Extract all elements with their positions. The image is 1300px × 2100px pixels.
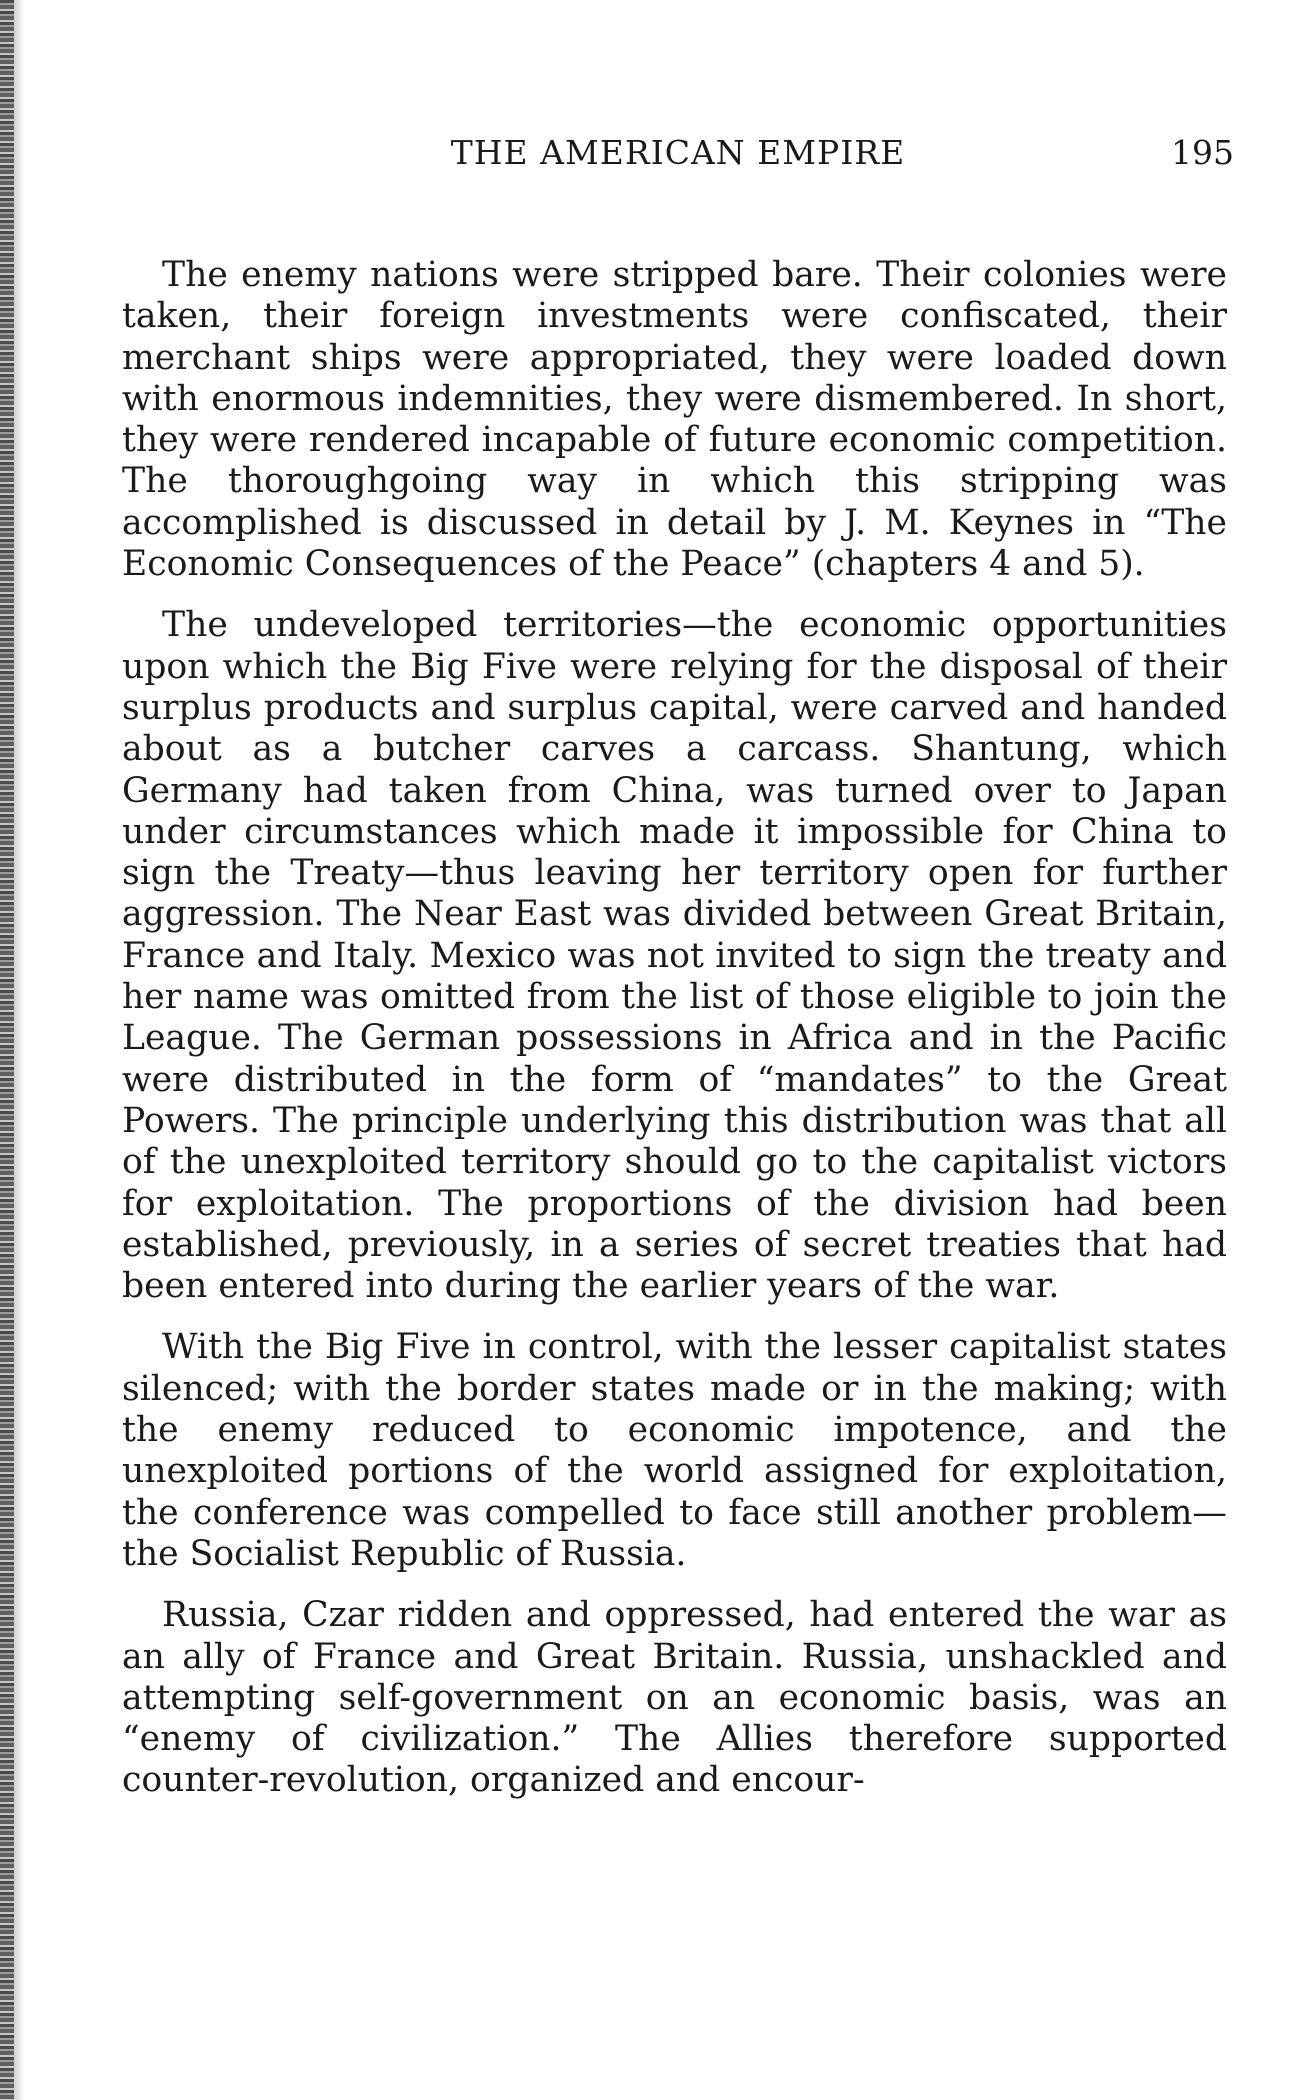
paragraph-4: Russia, Czar ridden and oppressed, had entered the war as an ally of France and Great Britain. Russia, unshackled and attempting self-government on an economic basis, was an “enemy of civilization.” The Allies therefore supported counter-revolution, organized and encour- (122, 1595, 1227, 1801)
paragraph-2: The undeveloped territories—the economic opportunities upon which the Big Five were relying for the disposal of their surplus products and surplus capital, were carved and handed about as a butcher carves a carcass. Shantung, which Germany had taken from China, was turned over to Japan under circumstances which made it impossible for China to sign the Treaty—thus leaving her territory open for further aggression. The Near East was divided between Great Britain, France and Italy. Mexico was not invited to sign the treaty and her name was omitted from the list of those eligible to join the League. The German possessions in Africa and in the Pacific were distributed in the form of “mandates” to the Great Powers. The principle underlying this distribution was that all of the unexploited territory should go to the capitalist victors for exploitation. The proportions of the division had been established, previously, in a series of secret treaties that had been entered into during the earlier years of the war. (122, 605, 1227, 1307)
paragraph-3: With the Big Five in control, with the lesser capitalist states silenced; with the border states made or in the making; with the enemy reduced to economic impotence, and the unexploited portions of the world assigned for exploitation, the conference was compelled to face still another problem—the Socialist Republic of Russia. (122, 1327, 1227, 1574)
scan-binding-shadow (14, 0, 24, 2100)
page-number: 195 (1171, 133, 1234, 172)
running-head: THE AMERICAN EMPIRE (450, 133, 906, 172)
paragraph-1: The enemy nations were stripped bare. Their colonies were taken, their foreign investments were confiscated, their merchant ships were appropriated, they were loaded down with enormous indemnities, they were dismembered. In short, they were rendered incapable of future economic competition. The thoroughgoing way in which this stripping was accomplished is discussed in detail by J. M. Keynes in “The Economic Consequences of the Peace” (chapters 4 and 5). (122, 255, 1227, 585)
page-header (122, 128, 1234, 178)
scan-binding-edge (0, 0, 14, 2100)
body-text (122, 255, 1227, 1822)
